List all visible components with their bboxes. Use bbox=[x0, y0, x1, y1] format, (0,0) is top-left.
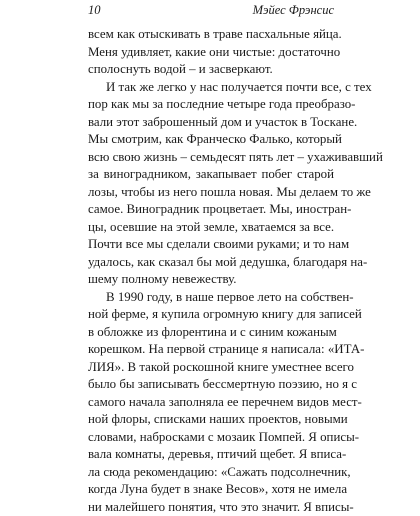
text-line: всем как отыскивать в траве пасхальные яйца. bbox=[88, 26, 334, 44]
text-line: Меня удивляет, какие они чистые: достаточно bbox=[88, 44, 334, 62]
text-line: ла сюда рекомендацию: «Сажать подсолнечник, bbox=[88, 464, 334, 482]
text-line: В 1990 году, в наше первое лето на собствен- bbox=[88, 289, 334, 307]
text-line: всю свою жизнь – семьдесят пять лет – ухаживавший bbox=[88, 149, 334, 167]
text-line: в обложке из флорентина и с синим кожаным bbox=[88, 324, 334, 342]
text-line: вали этот заброшенный дом и участок в Тоскане. bbox=[88, 114, 334, 132]
text-line: ной ферме, я купила огромную книгу для записей bbox=[88, 306, 334, 324]
text-line: цы, осевшие на этой земле, хватаемся за все. bbox=[88, 219, 334, 237]
page-header bbox=[88, 3, 334, 21]
text-line: шему полному невежеству. bbox=[88, 271, 334, 289]
body-text bbox=[88, 26, 334, 516]
text-line: самое. Виноградник процветает. Мы, иностран- bbox=[88, 201, 334, 219]
text-line: удалось, как сказал бы мой дедушка, благодаря на- bbox=[88, 254, 334, 272]
text-line: самого начала заполняла ее перечнем видов мест- bbox=[88, 394, 334, 412]
text-line: за виноградником, закапывает побег старой bbox=[88, 166, 334, 184]
text-line: было бы записывать бессмертную поэзию, но я с bbox=[88, 376, 334, 394]
text-line: ной флоры, списками наших проектов, новыми bbox=[88, 411, 334, 429]
page-number: 10 bbox=[88, 3, 101, 18]
text-line: вала комнаты, деревья, птичий щебет. Я вписа- bbox=[88, 446, 334, 464]
text-line: словами, набросками с мозаик Помпей. Я описы- bbox=[88, 429, 334, 447]
text-line: ни малейшего понятия, что это значит. Я вписы- bbox=[88, 499, 334, 516]
text-line: Почти все мы сделали своими руками; и то нам bbox=[88, 236, 334, 254]
text-line: Мы смотрим, как Франческо Фалько, который bbox=[88, 131, 334, 149]
text-line: И так же легко у нас получается почти все, с тех bbox=[88, 79, 334, 97]
text-line: сполоснуть водой – и засверкают. bbox=[88, 61, 334, 79]
text-line: лозы, чтобы из него пошла новая. Мы делаем то же bbox=[88, 184, 334, 202]
text-line: корешком. На первой странице я написала: «ИТА- bbox=[88, 341, 334, 359]
running-head-author: Мэйес Фрэнсис bbox=[253, 3, 334, 18]
text-line: пор как мы за последние четыре года преобразо- bbox=[88, 96, 334, 114]
text-line: ЛИЯ». В такой роскошной книге уместнее всего bbox=[88, 359, 334, 377]
text-line: когда Луна будет в знаке Весов», хотя не имела bbox=[88, 481, 334, 499]
